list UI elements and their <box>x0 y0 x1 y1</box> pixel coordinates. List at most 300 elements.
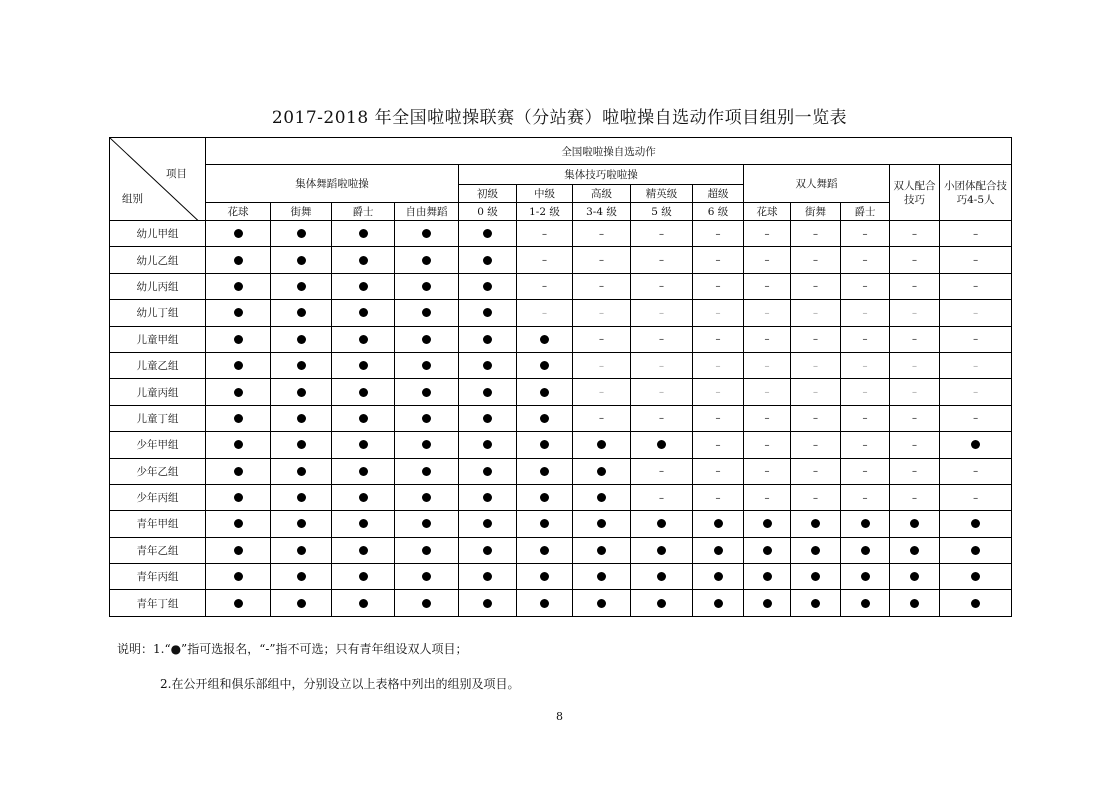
selectable-dot-icon <box>359 572 368 581</box>
not-selectable-dash: – <box>912 466 917 478</box>
table-cell <box>517 352 573 378</box>
table-cell <box>573 379 631 405</box>
selectable-dot-icon <box>861 572 870 581</box>
table-cell <box>693 590 744 616</box>
selectable-dot-icon <box>763 519 772 528</box>
table-cell <box>631 352 693 378</box>
table-cell <box>631 484 693 510</box>
table-cell <box>693 221 744 247</box>
header-group-stunt: 小团体配合技巧4-5人 <box>940 165 1012 221</box>
table-cell <box>517 405 573 431</box>
selectable-dot-icon <box>234 308 243 317</box>
stunt-level-header: 精英级 <box>631 185 693 203</box>
selectable-dot-icon <box>483 599 492 608</box>
not-selectable-dash: – <box>659 466 664 478</box>
table-cell <box>459 511 517 537</box>
not-selectable-dash: – <box>764 255 770 267</box>
selectable-dot-icon <box>297 599 306 608</box>
not-selectable-dash: – <box>813 281 818 293</box>
table-cell <box>271 379 332 405</box>
header-pair-dance: 双人舞蹈 <box>744 165 890 203</box>
not-selectable-dash: – <box>764 439 770 451</box>
selectable-dot-icon <box>861 546 870 555</box>
table-cell <box>332 300 395 326</box>
table-cell <box>791 352 841 378</box>
table-cell <box>395 405 459 431</box>
not-selectable-dash: – <box>764 360 770 372</box>
not-selectable-dash: – <box>599 360 604 372</box>
table-cell <box>693 484 744 510</box>
selectable-dot-icon <box>359 335 368 344</box>
selectable-dot-icon <box>540 519 549 528</box>
table-cell <box>744 564 791 590</box>
table-cell <box>940 537 1012 563</box>
table-cell <box>841 537 890 563</box>
table-cell <box>459 221 517 247</box>
not-selectable-dash: – <box>764 307 770 319</box>
not-selectable-dash: – <box>715 307 721 319</box>
table-cell <box>940 379 1012 405</box>
table-cell <box>206 326 271 352</box>
not-selectable-dash: – <box>973 255 979 267</box>
table-cell <box>890 511 940 537</box>
selectable-dot-icon <box>597 546 606 555</box>
selectable-dot-icon <box>297 308 306 317</box>
not-selectable-dash: – <box>973 228 979 240</box>
table-cell <box>841 484 890 510</box>
selectable-dot-icon <box>234 493 243 502</box>
not-selectable-dash: – <box>715 439 721 451</box>
table-cell <box>744 379 791 405</box>
selectable-dot-icon <box>597 467 606 476</box>
table-cell <box>459 300 517 326</box>
table-cell <box>271 484 332 510</box>
selectable-dot-icon <box>861 599 870 608</box>
selectable-dot-icon <box>297 519 306 528</box>
selectable-dot-icon <box>359 361 368 370</box>
group-label: 幼儿丙组 <box>110 273 206 299</box>
selectable-dot-icon <box>483 256 492 265</box>
selectable-dot-icon <box>422 493 431 502</box>
selectable-dot-icon <box>540 440 549 449</box>
not-selectable-dash: – <box>862 360 868 372</box>
table-cell <box>631 537 693 563</box>
table-cell <box>573 564 631 590</box>
table-cell <box>791 405 841 431</box>
table-row <box>110 379 1012 405</box>
header-dance: 集体舞蹈啦啦操 <box>206 165 459 203</box>
table-cell <box>841 326 890 352</box>
corner-header-cell <box>110 138 206 221</box>
table-row <box>110 590 1012 616</box>
table-cell <box>271 511 332 537</box>
event-table <box>109 137 1012 617</box>
table-cell <box>791 273 841 299</box>
table-cell <box>459 484 517 510</box>
selectable-dot-icon <box>483 572 492 581</box>
table-cell <box>631 564 693 590</box>
selectable-dot-icon <box>714 599 723 608</box>
selectable-dot-icon <box>540 546 549 555</box>
not-selectable-dash: – <box>973 492 979 504</box>
table-cell <box>395 511 459 537</box>
table-cell <box>631 405 693 431</box>
not-selectable-dash: – <box>973 334 979 346</box>
table-cell <box>395 221 459 247</box>
selectable-dot-icon <box>657 599 666 608</box>
table-cell <box>206 273 271 299</box>
selectable-dot-icon <box>910 572 919 581</box>
not-selectable-dash: – <box>813 466 818 478</box>
table-cell <box>791 326 841 352</box>
group-label: 少年甲组 <box>110 432 206 458</box>
table-cell <box>206 590 271 616</box>
table-cell <box>631 432 693 458</box>
column-header: 爵士 <box>332 203 395 221</box>
selectable-dot-icon <box>483 282 492 291</box>
table-cell <box>890 537 940 563</box>
table-cell <box>744 432 791 458</box>
table-row <box>110 405 1012 431</box>
not-selectable-dash: – <box>912 307 917 319</box>
table-row <box>110 484 1012 510</box>
not-selectable-dash: – <box>813 334 818 346</box>
selectable-dot-icon <box>297 361 306 370</box>
column-header: 花球 <box>206 203 271 221</box>
table-cell <box>459 326 517 352</box>
table-cell <box>517 379 573 405</box>
group-label: 幼儿丁组 <box>110 300 206 326</box>
selectable-dot-icon <box>234 282 243 291</box>
selectable-dot-icon <box>422 229 431 238</box>
not-selectable-dash: – <box>912 228 917 240</box>
selectable-dot-icon <box>234 599 243 608</box>
table-cell <box>517 326 573 352</box>
selectable-dot-icon <box>597 572 606 581</box>
table-cell <box>693 273 744 299</box>
not-selectable-dash: – <box>599 228 604 240</box>
not-selectable-dash: – <box>599 281 604 293</box>
table-cell <box>841 352 890 378</box>
table-cell <box>517 221 573 247</box>
table-cell <box>332 484 395 510</box>
not-selectable-dash: – <box>912 413 917 425</box>
not-selectable-dash: – <box>764 466 770 478</box>
selectable-dot-icon <box>910 546 919 555</box>
table-cell <box>573 432 631 458</box>
not-selectable-dash: – <box>912 439 917 451</box>
table-cell <box>693 300 744 326</box>
not-selectable-dash: – <box>813 255 818 267</box>
table-cell <box>890 405 940 431</box>
table-cell <box>271 326 332 352</box>
table-cell <box>940 326 1012 352</box>
table-cell <box>332 458 395 484</box>
table-cell <box>517 432 573 458</box>
group-label: 少年乙组 <box>110 458 206 484</box>
selectable-dot-icon <box>359 440 368 449</box>
table-cell <box>573 273 631 299</box>
table-cell <box>841 247 890 273</box>
selectable-dot-icon <box>483 335 492 344</box>
not-selectable-dash: – <box>912 387 917 399</box>
not-selectable-dash: – <box>659 360 664 372</box>
table-cell <box>940 511 1012 537</box>
not-selectable-dash: – <box>659 334 664 346</box>
not-selectable-dash: – <box>659 387 664 399</box>
not-selectable-dash: – <box>973 360 979 372</box>
table-cell <box>271 458 332 484</box>
selectable-dot-icon <box>540 361 549 370</box>
table-cell <box>693 511 744 537</box>
selectable-dot-icon <box>483 519 492 528</box>
selectable-dot-icon <box>763 599 772 608</box>
not-selectable-dash: – <box>862 228 868 240</box>
selectable-dot-icon <box>297 282 306 291</box>
not-selectable-dash: – <box>813 439 818 451</box>
table-cell <box>573 405 631 431</box>
selectable-dot-icon <box>657 572 666 581</box>
stunt-level-header: 初级 <box>459 185 517 203</box>
table-cell <box>890 590 940 616</box>
selectable-dot-icon <box>422 388 431 397</box>
not-selectable-dash: – <box>764 281 770 293</box>
table-cell <box>517 247 573 273</box>
not-selectable-dash: – <box>599 413 604 425</box>
table-cell <box>395 432 459 458</box>
selectable-dot-icon <box>657 440 666 449</box>
group-label: 少年丙组 <box>110 484 206 510</box>
group-label: 青年乙组 <box>110 537 206 563</box>
table-cell <box>631 247 693 273</box>
selectable-dot-icon <box>483 467 492 476</box>
selectable-dot-icon <box>971 546 980 555</box>
table-cell <box>459 273 517 299</box>
column-header: 自由舞蹈 <box>395 203 459 221</box>
table-cell <box>573 484 631 510</box>
table-cell <box>791 511 841 537</box>
not-selectable-dash: – <box>973 281 979 293</box>
selectable-dot-icon <box>422 282 431 291</box>
table-cell <box>744 458 791 484</box>
table-cell <box>459 352 517 378</box>
selectable-dot-icon <box>234 388 243 397</box>
table-cell <box>573 352 631 378</box>
group-label: 儿童乙组 <box>110 352 206 378</box>
selectable-dot-icon <box>359 282 368 291</box>
table-cell <box>791 432 841 458</box>
table-cell <box>271 564 332 590</box>
table-cell <box>573 247 631 273</box>
selectable-dot-icon <box>359 519 368 528</box>
page-number: 8 <box>556 710 563 723</box>
not-selectable-dash: – <box>659 492 664 504</box>
table-cell <box>791 221 841 247</box>
table-cell <box>631 511 693 537</box>
table-cell <box>940 247 1012 273</box>
table-cell <box>890 352 940 378</box>
selectable-dot-icon <box>422 414 431 423</box>
not-selectable-dash: – <box>715 334 721 346</box>
group-label: 儿童甲组 <box>110 326 206 352</box>
table-cell <box>744 247 791 273</box>
selectable-dot-icon <box>483 361 492 370</box>
table-cell <box>890 432 940 458</box>
not-selectable-dash: – <box>813 413 818 425</box>
selectable-dot-icon <box>910 599 919 608</box>
selectable-dot-icon <box>657 519 666 528</box>
table-cell <box>940 564 1012 590</box>
table-cell <box>395 247 459 273</box>
table-cell <box>271 352 332 378</box>
selectable-dot-icon <box>540 467 549 476</box>
not-selectable-dash: – <box>715 413 721 425</box>
table-cell <box>573 326 631 352</box>
selectable-dot-icon <box>359 467 368 476</box>
table-cell <box>841 221 890 247</box>
table-cell <box>271 247 332 273</box>
selectable-dot-icon <box>297 546 306 555</box>
table-cell <box>940 484 1012 510</box>
table-cell <box>395 590 459 616</box>
table-cell <box>940 590 1012 616</box>
not-selectable-dash: – <box>715 360 721 372</box>
not-selectable-dash: – <box>912 360 917 372</box>
table-row <box>110 432 1012 458</box>
selectable-dot-icon <box>234 361 243 370</box>
table-cell <box>271 221 332 247</box>
column-header: 街舞 <box>791 203 841 221</box>
table-cell <box>940 352 1012 378</box>
table-cell <box>206 379 271 405</box>
selectable-dot-icon <box>359 388 368 397</box>
column-header: 6 级 <box>693 203 744 221</box>
table-cell <box>332 511 395 537</box>
not-selectable-dash: – <box>862 466 868 478</box>
not-selectable-dash: – <box>862 255 868 267</box>
table-row <box>110 352 1012 378</box>
table-cell <box>395 326 459 352</box>
table-cell <box>573 537 631 563</box>
table-cell <box>206 432 271 458</box>
table-row <box>110 537 1012 563</box>
column-header: 0 级 <box>459 203 517 221</box>
table-cell <box>517 590 573 616</box>
table-cell <box>395 458 459 484</box>
selectable-dot-icon <box>597 519 606 528</box>
table-cell <box>631 273 693 299</box>
table-cell <box>459 458 517 484</box>
selectable-dot-icon <box>234 519 243 528</box>
selectable-dot-icon <box>297 388 306 397</box>
table-row <box>110 458 1012 484</box>
selectable-dot-icon <box>483 440 492 449</box>
selectable-dot-icon <box>971 599 980 608</box>
not-selectable-dash: – <box>659 413 664 425</box>
table-cell <box>841 590 890 616</box>
not-selectable-dash: – <box>862 439 868 451</box>
column-header: 爵士 <box>841 203 890 221</box>
table-cell <box>573 511 631 537</box>
table-cell <box>459 247 517 273</box>
table-cell <box>395 537 459 563</box>
selectable-dot-icon <box>597 440 606 449</box>
table-cell <box>791 379 841 405</box>
table-cell <box>395 352 459 378</box>
selectable-dot-icon <box>297 467 306 476</box>
table-cell <box>841 564 890 590</box>
note-line-1: 说明：1.“●”指可选报名，“-”指不可选；只有青年组设双人项目； <box>117 642 468 656</box>
selectable-dot-icon <box>234 335 243 344</box>
not-selectable-dash: – <box>973 413 979 425</box>
selectable-dot-icon <box>971 440 980 449</box>
not-selectable-dash: – <box>599 307 604 319</box>
selectable-dot-icon <box>483 414 492 423</box>
table-cell <box>791 300 841 326</box>
table-cell <box>206 484 271 510</box>
table-cell <box>693 537 744 563</box>
table-cell <box>791 564 841 590</box>
table-cell <box>206 405 271 431</box>
table-cell <box>693 458 744 484</box>
not-selectable-dash: – <box>542 281 547 293</box>
table-cell <box>206 221 271 247</box>
selectable-dot-icon <box>234 414 243 423</box>
table-cell <box>841 405 890 431</box>
not-selectable-dash: – <box>542 228 547 240</box>
selectable-dot-icon <box>483 388 492 397</box>
not-selectable-dash: – <box>973 387 979 399</box>
selectable-dot-icon <box>597 493 606 502</box>
table-cell <box>841 432 890 458</box>
table-cell <box>841 458 890 484</box>
table-cell <box>791 590 841 616</box>
not-selectable-dash: – <box>659 255 664 267</box>
table-cell <box>693 352 744 378</box>
selectable-dot-icon <box>540 414 549 423</box>
table-cell <box>631 458 693 484</box>
table-cell <box>890 221 940 247</box>
column-header: 街舞 <box>271 203 332 221</box>
table-cell <box>693 405 744 431</box>
not-selectable-dash: – <box>715 492 721 504</box>
diagonal-line <box>110 138 206 221</box>
table-cell <box>890 300 940 326</box>
table-cell <box>206 300 271 326</box>
table-cell <box>744 511 791 537</box>
selectable-dot-icon <box>540 335 549 344</box>
not-selectable-dash: – <box>764 413 770 425</box>
selectable-dot-icon <box>297 256 306 265</box>
selectable-dot-icon <box>483 229 492 238</box>
table-cell <box>332 405 395 431</box>
table-cell <box>517 273 573 299</box>
selectable-dot-icon <box>297 572 306 581</box>
table-cell <box>332 352 395 378</box>
selectable-dot-icon <box>359 308 368 317</box>
table-cell <box>791 247 841 273</box>
stunt-level-header: 高级 <box>573 185 631 203</box>
note-line-2: 2.在公开组和俱乐部组中，分别设立以上表格中列出的组别及项目。 <box>160 677 520 691</box>
table-cell <box>395 564 459 590</box>
table-cell <box>940 221 1012 247</box>
selectable-dot-icon <box>422 308 431 317</box>
selectable-dot-icon <box>422 467 431 476</box>
table-cell <box>332 564 395 590</box>
selectable-dot-icon <box>422 440 431 449</box>
selectable-dot-icon <box>971 572 980 581</box>
table-row <box>110 564 1012 590</box>
